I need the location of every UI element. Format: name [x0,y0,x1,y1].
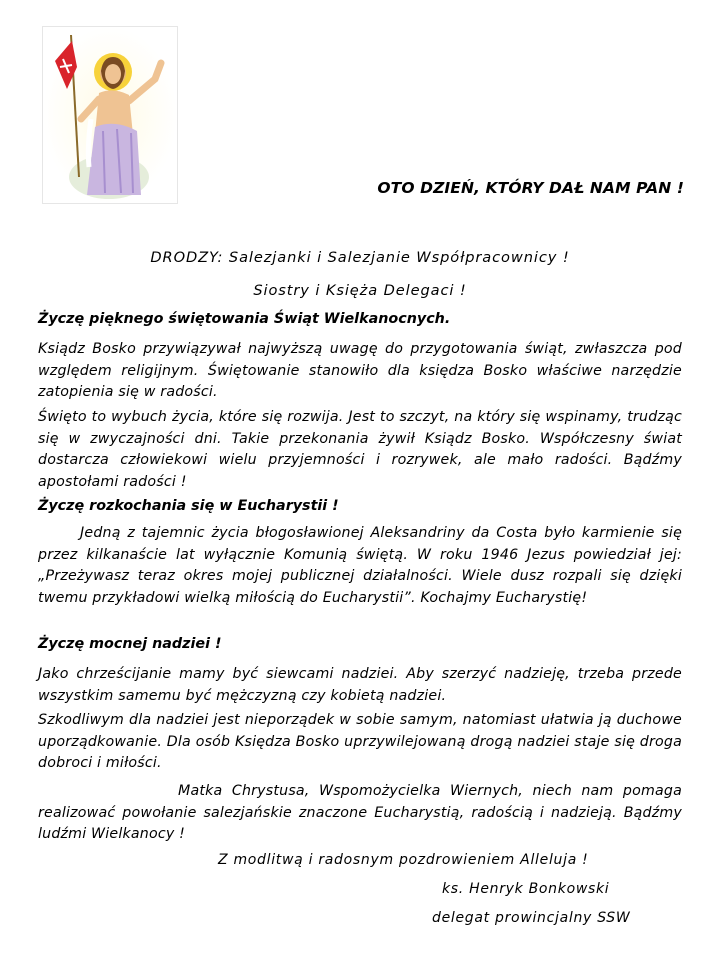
greeting-line-1: DRODZY: Salezjanki i Salezjanie Współpracownicy ! [150,249,570,266]
section-1-paragraph-2: Święto to wybuch życia, które się rozwija. Jest to szczyt, na który się wspinamy, trudząc się w zwyczajności dni. Takie przekonania żywił Ksiądz Bosko. Współczesny świat dostarcza człowiekowi wielu przyjemności i rozrywek, ale mało radości. Bądźmy apostołami radości ! [38,409,682,490]
section-3-title: Życzę mocnej nadziei ! [38,636,222,652]
letter-heading: OTO DZIEŃ, KTÓRY DAŁ NAM PAN ! [377,179,684,197]
section-3-paragraph-1: Jako chrześcijanie mamy być siewcami nadziei. Aby szerzyć nadzieję, trzeba przede wszystkim samemu być mężczyzną czy kobietą nadziei. [38,666,682,704]
section-3-paragraph-3: Matka Chrystusa, Wspomożycielka Wiernych, niech nam pomaga realizować powołanie salezjańskie znaczone Eucharystią, radością i nadzieją. Bądźmy ludźmi Wielkanocy ! [38,783,682,843]
section-1-title: Życzę pięknego świętowania Świąt Wielkanocnych. [38,311,451,327]
greeting-line-2: Siostry i Księża Delegaci ! [253,282,467,299]
closing-greeting: Z modlitwą i radosnym pozdrowieniem Alleluja ! [218,852,589,868]
section-1-paragraph-1: Ksiądz Bosko przywiązywał najwyższą uwagę do przygotowania świąt, zwłaszcza pod względem religijnym. Świętowanie stanowiło dla księdza Bosko właściwe narzędzie zatopienia się w radości. [38,341,682,401]
section-2-title: Życzę rozkochania się w Eucharystii ! [38,498,339,514]
section-3-paragraph-2: Szkodliwym dla nadziei jest nieporządek w sobie samym, natomiast ułatwia ją duchowe uporządkowanie. Dla osób Księdza Bosko uprzywilejowaną drogą nadziei staje się droga dobroci i miłości. [38,712,682,772]
signature-role: delegat prowincjalny SSW [432,910,631,926]
section-2-paragraph: Jedną z tajemnic życia błogosławionej Aleksandriny da Costa było karmienie się przez kilkanaście lat wyłącznie Komunią świętą. W roku 1946 Jezus powiedział jej: „Przeżywasz teraz okres mojej publicznej działalności. Wiele dusz rozpali się dzięki twemu przykładowi wielką miłością do Eucharystii”. Kochajmy Eucharystię! [38,525,682,606]
risen-christ-image [42,26,178,204]
risen-christ-illustration-icon [43,27,177,203]
signature-name: ks. Henryk Bonkowski [442,881,610,897]
